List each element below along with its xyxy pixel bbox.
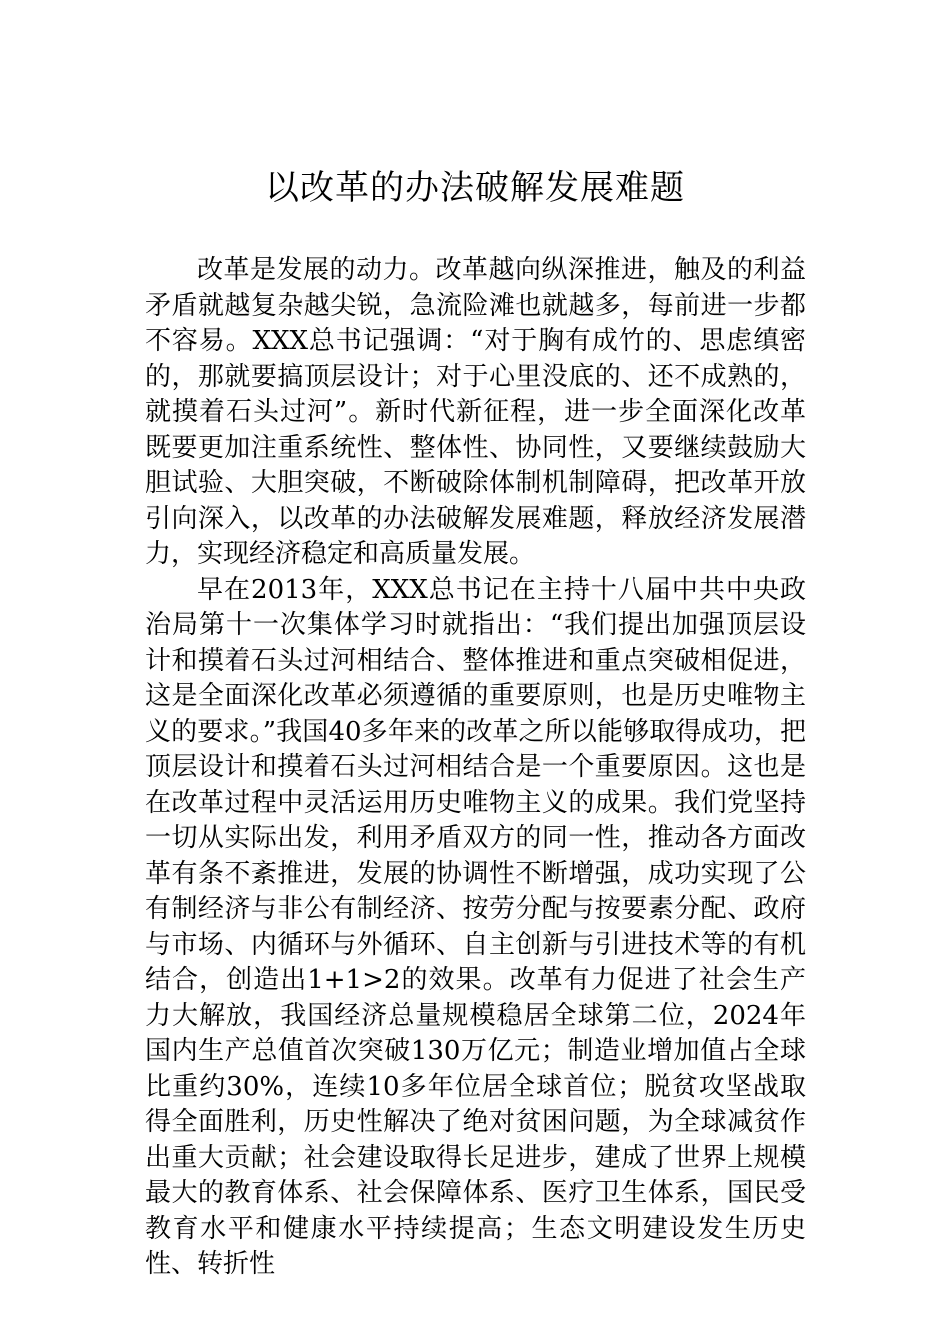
paragraph-1: 改革是发展的动力。改革越向纵深推进，触及的利益矛盾就越复杂越尖锐，急流险滩也就越多，每前进一步都不容易。XXX总书记强调：“对于胸有成竹的、思虑缜密的，那就要搞顶层设计；对于心里没底的、还不成熟的，就摸着石头过河”。新时代新征程，进一步全面深化改革既要更加注重系统性、整体性、协同性，又要继续鼓励大胆试验、大胆突破，不断破除体制机制障碍，把改革开放引向深入，以改革的办法破解发展难题，释放经济发展潜力，实现经济稳定和高质量发展。	[145, 255, 806, 569]
document-body	[145, 253, 806, 1283]
document-title: 以改革的办法破解发展难题	[265, 168, 685, 208]
paragraph-2: 早在2013年，XXX总书记在主持十八届中共中央政治局第十一次集体学习时就指出：“我们提出加强顶层设计和摸着石头过河相结合、整体推进和重点突破相促进，这是全面深化改革必须遵循的重要原则，也是历史唯物主义的要求。”我国40多年来的改革之所以能够取得成功，把顶层设计和摸着石头过河相结合是一个重要原因。这也是在改革过程中灵活运用历史唯物主义的成果。我们党坚持一切从实际出发，利用矛盾双方的同一性，推动各方面改革有条不紊推进，发展的协调性不断增强，成功实现了公有制经济与非公有制经济、按劳分配与按要素分配、政府与市场、内循环与外循环、自主创新与引进技术等的有机结合，创造出1+1>2的效果。改革有力促进了社会生产力大解放，我国经济总量规模稳居全球第二位，2024年国内生产总值首次突破130万亿元；制造业增加值占全球比重约30%，连续10多年位居全球首位；脱贫攻坚战取得全面胜利，历史性解决了绝对贫困问题，为全球减贫作出重大贡献；社会建设取得长足进步，建成了世界上规模最大的教育体系、社会保障体系、医疗卫生体系，国民受教育水平和健康水平持续提高；生态文明建设发生历史性、转折性	[145, 574, 806, 1279]
